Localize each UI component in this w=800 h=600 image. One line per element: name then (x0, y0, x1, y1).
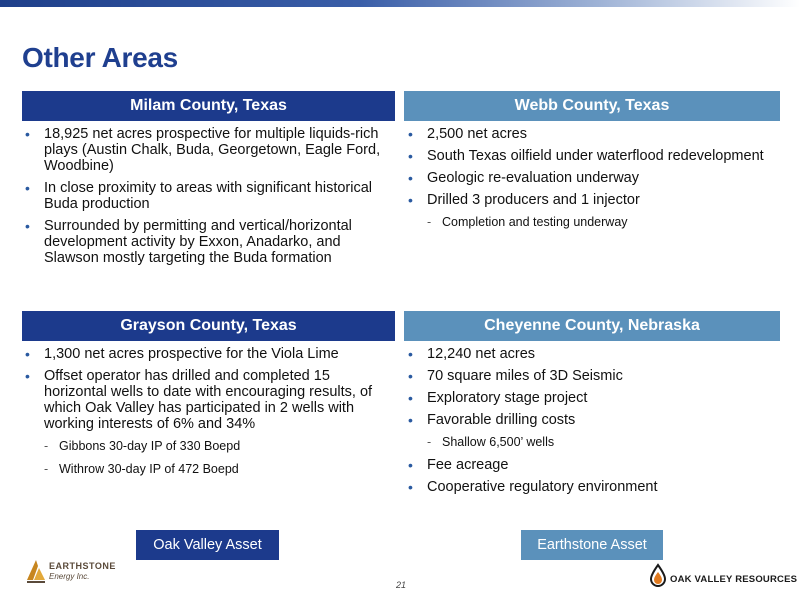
grayson-county-bullets (22, 346, 386, 484)
list-item: • 12,240 net acres (405, 346, 775, 362)
earthstone-logo (25, 556, 135, 588)
list-item: • South Texas oilfield under waterflood redevelopment (405, 148, 775, 164)
sub-list-item: - Withrow 30-day IP of 472 Boepd (22, 461, 386, 477)
list-item: • Offset operator has drilled and completed 15 horizontal wells to date with encouraging results, of which Oak Valley has participated in 2 wells with working interests of 6% and 34% (22, 368, 386, 432)
sub-list-item: - Completion and testing underway (405, 214, 775, 230)
cheyenne-county-header: Cheyenne County, Nebraska (404, 311, 780, 341)
sub-list-item: - Gibbons 30-day IP of 330 Boepd (22, 438, 386, 454)
oak-valley-logo-name: OAK VALLEY RESOURCES (670, 574, 798, 585)
list-item: • Fee acreage (405, 457, 775, 473)
list-item: • 70 square miles of 3D Seismic (405, 368, 775, 384)
page-title: Other Areas (22, 42, 178, 73)
earthstone-logo-sub: Energy Inc. (49, 572, 90, 581)
list-item: • Exploratory stage project (405, 390, 775, 406)
list-item: • Geologic re-evaluation underway (405, 170, 775, 186)
sub-list-item: - Shallow 6,500’ wells (405, 434, 775, 450)
earthstone-mark-icon (25, 556, 47, 586)
oak-valley-asset-legend: Oak Valley Asset (136, 530, 279, 560)
list-item: • 18,925 net acres prospective for multiple liquids-rich plays (Austin Chalk, Buda, Georgetown, Eagle Ford, Woodbine) (22, 126, 384, 174)
oak-valley-logo (648, 563, 798, 589)
oil-drop-icon (648, 563, 668, 587)
webb-county-header: Webb County, Texas (404, 91, 780, 121)
list-item: • Cooperative regulatory environment (405, 479, 775, 495)
grayson-county-header: Grayson County, Texas (22, 311, 395, 341)
list-item: • Surrounded by permitting and vertical/horizontal development activity by Exxon, Anadarko, and Slawson mostly targeting the Buda formation (22, 218, 384, 266)
earthstone-logo-name: EARTHSTONE (49, 561, 116, 571)
page-number: 21 (396, 580, 407, 590)
milam-county-header: Milam County, Texas (22, 91, 395, 121)
cheyenne-county-bullets (405, 346, 775, 501)
top-gradient-bar (0, 0, 800, 7)
list-item: • In close proximity to areas with significant historical Buda production (22, 180, 384, 212)
list-item: • Favorable drilling costs (405, 412, 775, 428)
earthstone-asset-legend: Earthstone Asset (521, 530, 663, 560)
webb-county-bullets (405, 126, 775, 237)
list-item: • Drilled 3 producers and 1 injector (405, 192, 775, 208)
list-item: • 1,300 net acres prospective for the Viola Lime (22, 346, 386, 362)
list-item: • 2,500 net acres (405, 126, 775, 142)
milam-county-bullets (22, 126, 384, 272)
